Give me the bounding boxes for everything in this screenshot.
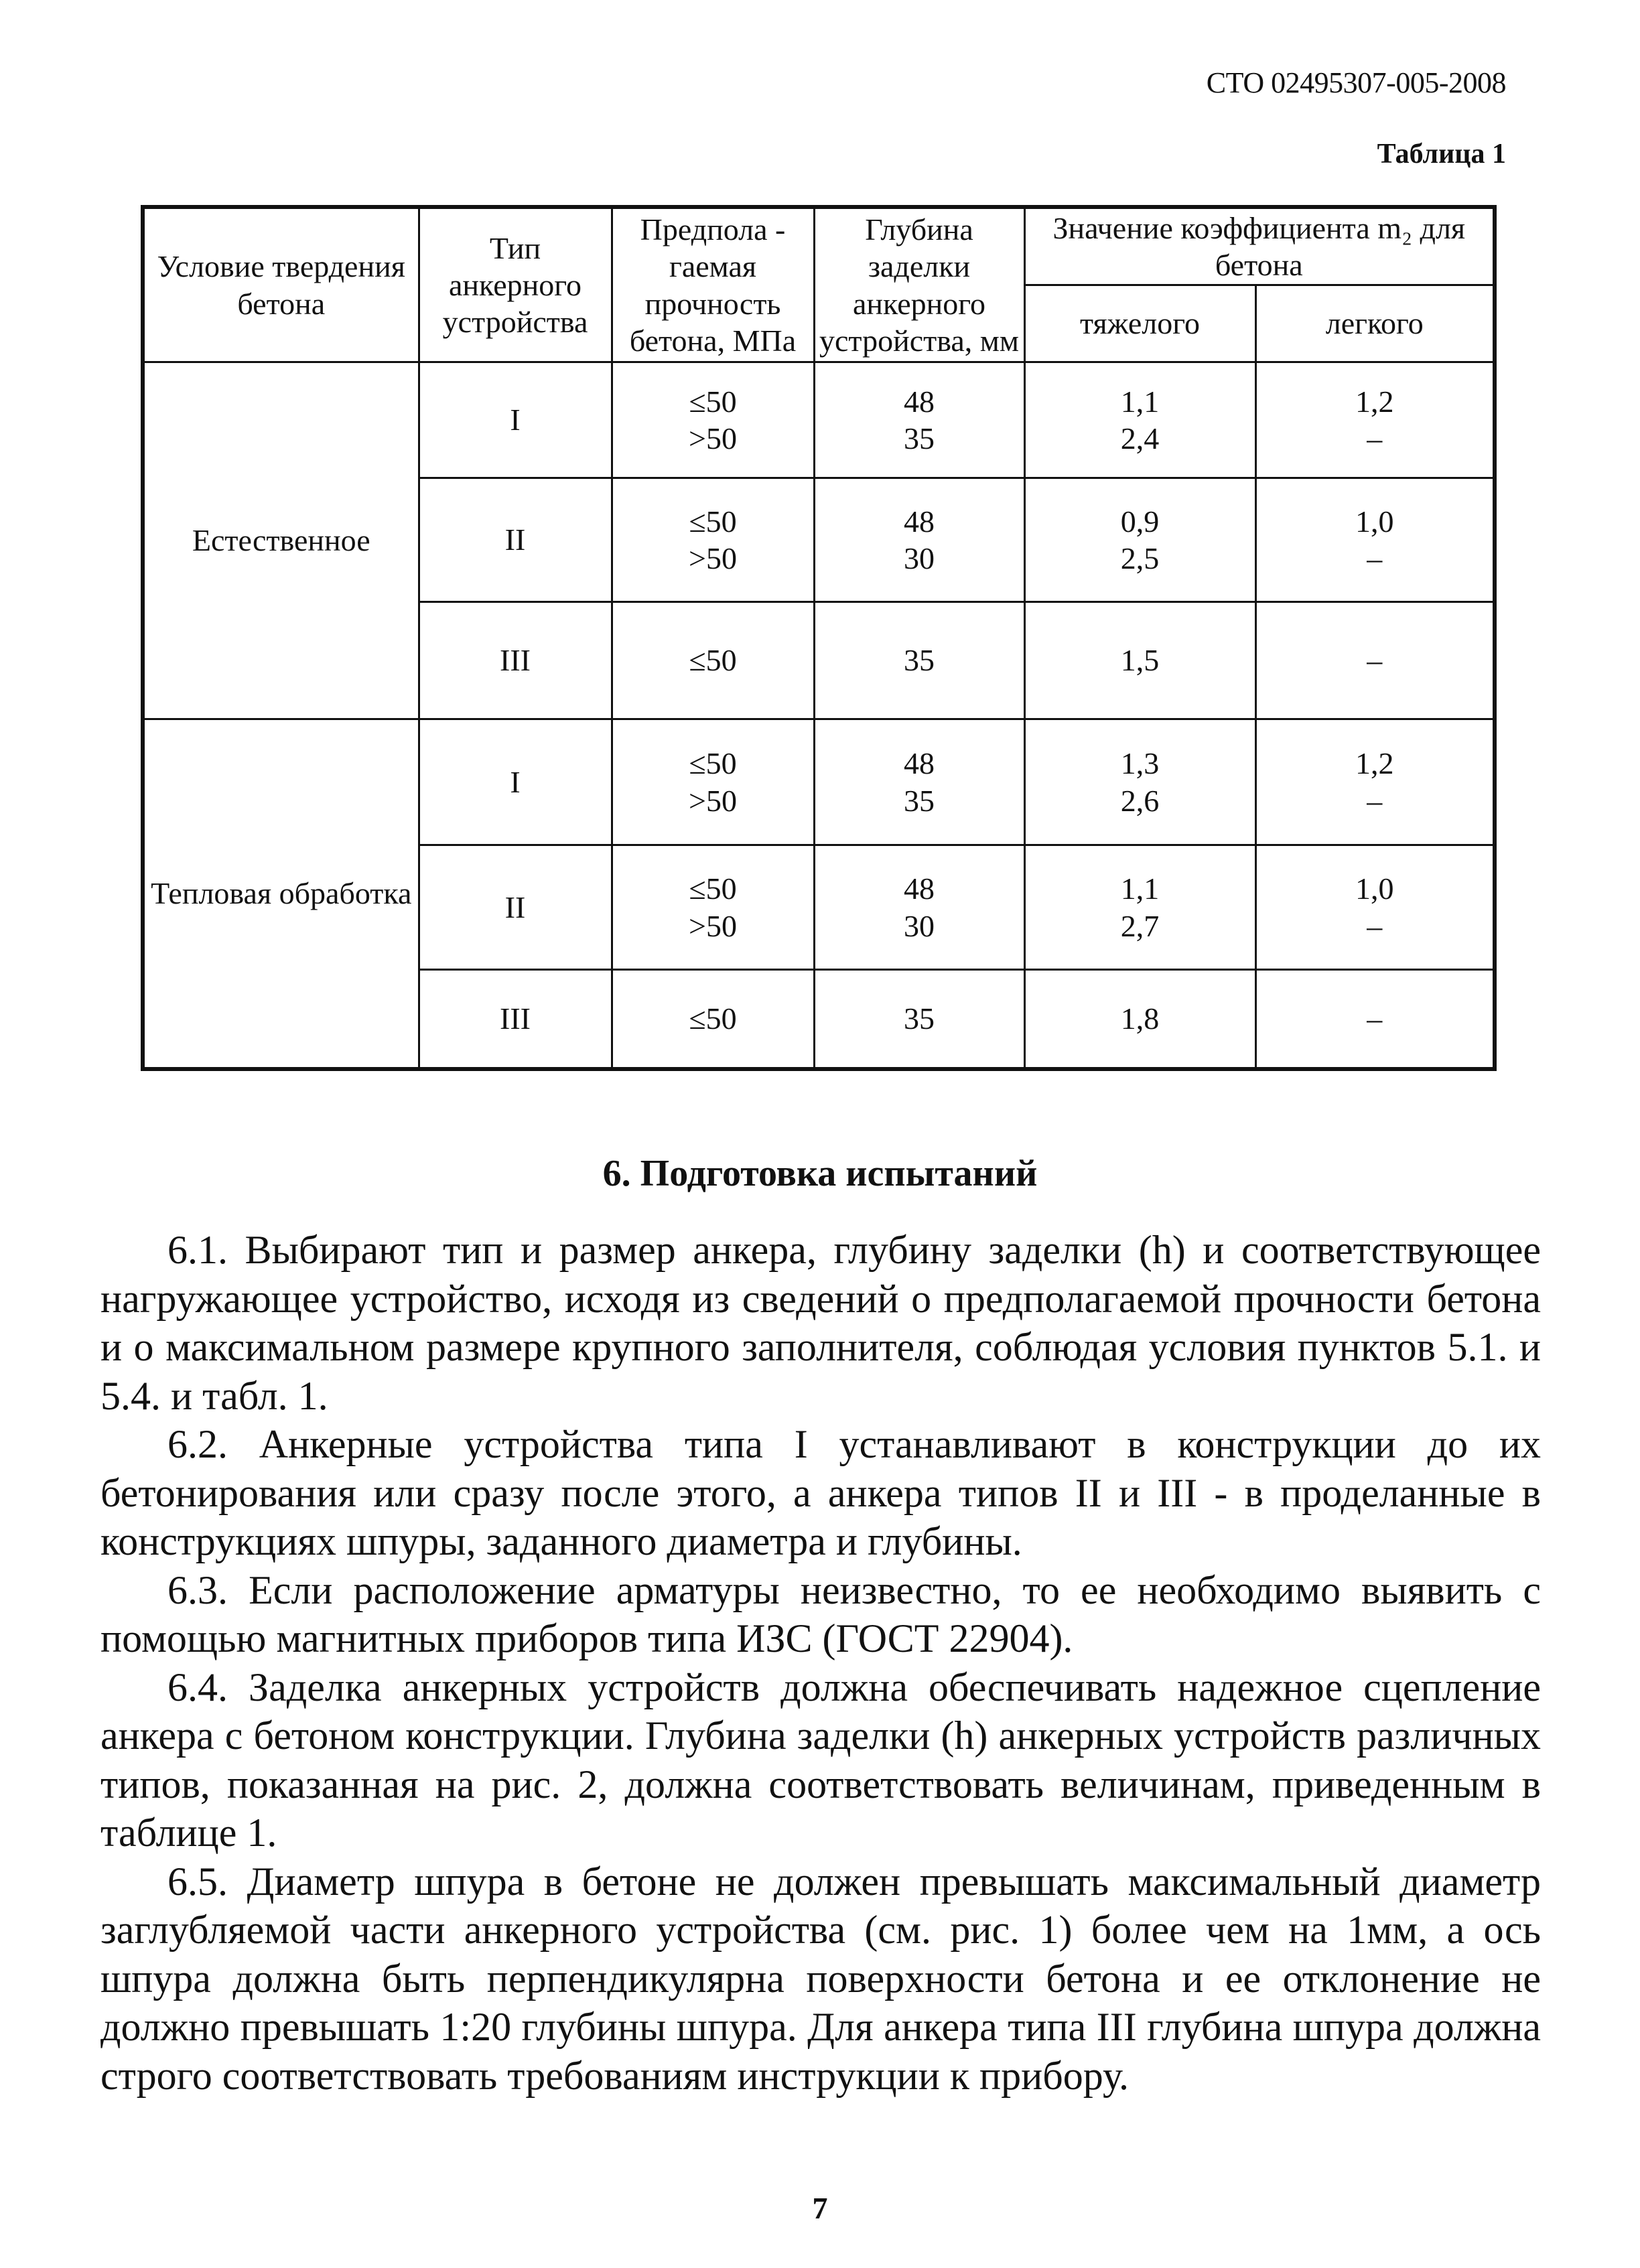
- strength-value: ≤50: [612, 602, 814, 719]
- depth-value: 35: [904, 421, 935, 455]
- light-value: 1,0: [1355, 504, 1394, 539]
- anchor-type-cell: III: [419, 970, 612, 1069]
- depth-value: 35: [904, 783, 935, 818]
- light-value: 1,0: [1355, 871, 1394, 906]
- header-condition: Условие твердения бетона: [143, 207, 419, 362]
- light-value: –: [1367, 783, 1383, 818]
- strength-value: ≤50: [689, 871, 737, 906]
- light-value: –: [1255, 970, 1495, 1069]
- strength-value: >50: [689, 541, 737, 575]
- heavy-value: 1,3: [1120, 746, 1160, 781]
- heavy-value: 2,4: [1120, 421, 1160, 455]
- anchor-type-cell: II: [419, 845, 612, 970]
- strength-cell: [612, 478, 814, 601]
- anchor-type-cell: III: [419, 602, 612, 719]
- depth-value: 35: [814, 602, 1024, 719]
- anchor-type-cell: I: [419, 719, 612, 845]
- heavy-cell: [1024, 845, 1255, 970]
- paragraph: 6.4. Заделка анкерных устройств должна обеспечивать надежное сцепление анкера с бетоном конструкции. Глубина заделки (h) анкерных устройств различных типов, показанная на рис. 2, должна соответствовать величинам, приведенным в таблице 1.: [100, 1664, 1541, 1855]
- light-value: 1,2: [1355, 746, 1394, 781]
- depth-value: 30: [904, 908, 935, 943]
- depth-value: 48: [904, 871, 935, 906]
- depth-value: 30: [904, 541, 935, 575]
- paragraph: 6.1. Выбирают тип и размер анкера, глубину заделки (h) и соответствующее нагружающее устройство, исходя из сведений о предполагаемой прочности бетона и о максимальном размере крупного заполнителя, соблюдая условия пунктов 5.1. и 5.4. и табл. 1.: [100, 1228, 1541, 1418]
- strength-cell: [612, 845, 814, 970]
- anchor-type-cell: I: [419, 362, 612, 478]
- header-depth: Глубина заделки анкерного устройства, мм: [814, 207, 1024, 362]
- depth-value: 48: [904, 384, 935, 419]
- heavy-value: 0,9: [1120, 504, 1160, 539]
- header-heavy: тяжелого: [1024, 285, 1255, 362]
- page-number: 7: [812, 2191, 828, 2225]
- paragraph: 6.3. Если расположение арматуры неизвестно, то ее необходимо выявить с помощью магнитных приборов типа ИЗС (ГОСТ 22904).: [100, 1567, 1541, 1660]
- heavy-cell: [1024, 362, 1255, 478]
- heavy-value: 1,5: [1024, 602, 1255, 719]
- light-value: 1,2: [1355, 384, 1394, 419]
- light-cell: [1255, 719, 1495, 845]
- depth-value: 48: [904, 746, 935, 781]
- header-light: легкого: [1255, 285, 1495, 362]
- heavy-cell: [1024, 478, 1255, 601]
- heavy-value: 1,1: [1120, 871, 1160, 906]
- light-cell: [1255, 478, 1495, 601]
- strength-cell: [612, 719, 814, 845]
- strength-value: ≤50: [689, 384, 737, 419]
- table-caption: Таблица 1: [1377, 139, 1506, 169]
- coefficient-table: [141, 205, 1497, 1071]
- light-value: –: [1367, 541, 1383, 575]
- strength-value: ≤50: [689, 504, 737, 539]
- depth-cell: [814, 362, 1024, 478]
- depth-cell: [814, 719, 1024, 845]
- light-value: –: [1367, 908, 1383, 943]
- strength-value: >50: [689, 421, 737, 455]
- section-body: [100, 1226, 1541, 2100]
- section-title: 6. Подготовка испытаний: [602, 1153, 1038, 1194]
- condition-cell: Тепловая обработка: [143, 719, 419, 1069]
- depth-cell: [814, 845, 1024, 970]
- condition-cell: Естественное: [143, 362, 419, 719]
- depth-value: 35: [814, 970, 1024, 1069]
- strength-value: >50: [689, 908, 737, 943]
- heavy-value: 1,1: [1120, 384, 1160, 419]
- light-cell: [1255, 362, 1495, 478]
- heavy-value: 2,6: [1120, 783, 1160, 818]
- light-value: –: [1255, 602, 1495, 719]
- strength-value: ≤50: [689, 746, 737, 781]
- header-anchor-type: Тип анкерного устройства: [419, 207, 612, 362]
- anchor-type-cell: II: [419, 478, 612, 601]
- depth-cell: [814, 478, 1024, 601]
- light-value: –: [1367, 421, 1383, 455]
- document-code: СТО 02495307-005-2008: [1206, 66, 1506, 99]
- strength-cell: [612, 362, 814, 478]
- depth-value: 48: [904, 504, 935, 539]
- header-coefficient: Значение коэффициента m₂ для бетона: [1024, 207, 1495, 285]
- heavy-value: 2,7: [1120, 908, 1160, 943]
- strength-value: ≤50: [612, 970, 814, 1069]
- header-strength: Предпола - гаемая прочность бетона, МПа: [612, 207, 814, 362]
- paragraph: 6.2. Анкерные устройства типа I устанавливают в конструкции до их бетонирования или сразу после этого, а анкера типов II и III - в проделанные в конструкциях шпуры, заданного диаметра и глубины.: [100, 1422, 1541, 1563]
- light-cell: [1255, 845, 1495, 970]
- paragraph: 6.5. Диаметр шпура в бетоне не должен превышать максимальный диаметр заглубляемой части анкерного устройства (см. рис. 1) более чем на 1мм, а ось шпура должна быть перпендикулярна поверхности бетона и ее отклонение не должно превышать 1:20 глубины шпура. Для анкера типа III глубина шпура должна строго соответствовать требованиям инструкции к прибору.: [100, 1859, 1541, 2098]
- heavy-value: 2,5: [1120, 541, 1160, 575]
- strength-value: >50: [689, 783, 737, 818]
- heavy-cell: [1024, 719, 1255, 845]
- heavy-value: 1,8: [1024, 970, 1255, 1069]
